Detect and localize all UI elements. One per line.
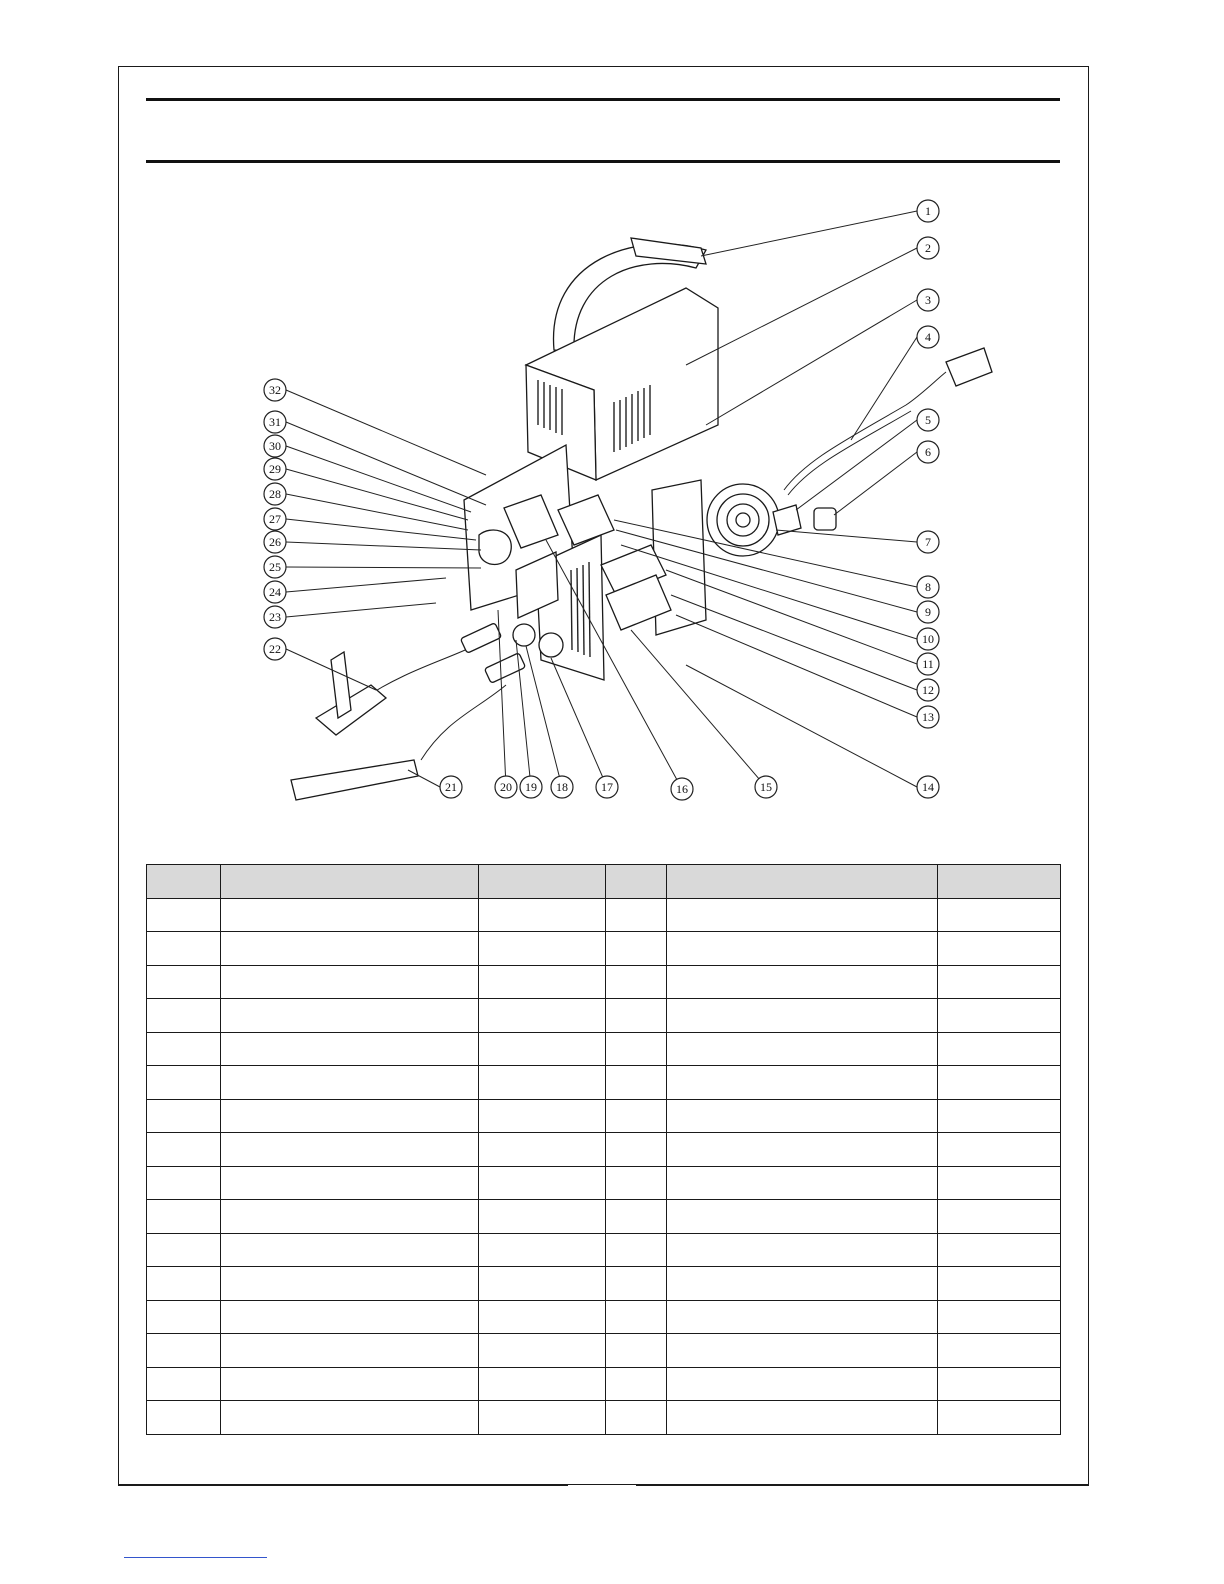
table-cell [147, 1300, 221, 1334]
svg-text:19: 19 [525, 780, 537, 794]
table-cell [938, 1066, 1061, 1100]
table-cell [147, 965, 221, 999]
table-cell [606, 1099, 667, 1133]
footer-rule-left [118, 1484, 568, 1486]
svg-text:16: 16 [676, 782, 688, 796]
table-cell [479, 1166, 606, 1200]
svg-text:29: 29 [269, 462, 281, 476]
table-cell [479, 1133, 606, 1167]
table-cell [147, 1267, 221, 1301]
table-cell [938, 1200, 1061, 1234]
table-cell [147, 1133, 221, 1167]
svg-text:25: 25 [269, 560, 281, 574]
table-cell [938, 1166, 1061, 1200]
table-cell [479, 1099, 606, 1133]
table-cell [147, 1334, 221, 1368]
svg-text:21: 21 [445, 780, 457, 794]
table-cell [147, 1066, 221, 1100]
table-cell [938, 965, 1061, 999]
callout-13 [917, 706, 939, 728]
table-cell [606, 1066, 667, 1100]
cable-gland-drawing [814, 508, 836, 530]
callout-21 [440, 776, 462, 798]
callout-17 [596, 776, 618, 798]
table-row [147, 1300, 1061, 1334]
table-cell [938, 1267, 1061, 1301]
svg-text:6: 6 [925, 445, 931, 459]
callout-27 [264, 508, 286, 530]
callout-24 [264, 581, 286, 603]
callout-9 [917, 601, 939, 623]
header-cell [479, 865, 606, 899]
table-cell [606, 1200, 667, 1234]
table-cell [479, 898, 606, 932]
callout-26 [264, 531, 286, 553]
table-cell [667, 1367, 938, 1401]
table-cell [606, 898, 667, 932]
table-cell [667, 1099, 938, 1133]
table-cell [221, 1267, 479, 1301]
table-row [147, 932, 1061, 966]
table-cell [479, 1401, 606, 1435]
table-cell [479, 1066, 606, 1100]
table-cell [221, 1300, 479, 1334]
table-cell [147, 1200, 221, 1234]
callout-1 [917, 200, 939, 222]
svg-text:1: 1 [925, 204, 931, 218]
table-row [147, 1267, 1061, 1301]
callout-22 [264, 638, 286, 660]
callout-29 [264, 458, 286, 480]
table-cell [147, 1233, 221, 1267]
callout-25 [264, 556, 286, 578]
table-cell [221, 1233, 479, 1267]
table-cell [221, 999, 479, 1033]
svg-text:22: 22 [269, 642, 281, 656]
callout-5 [917, 409, 939, 431]
table-cell [667, 1032, 938, 1066]
table-cell [606, 1133, 667, 1167]
svg-text:15: 15 [760, 780, 772, 794]
callout-20 [495, 776, 517, 798]
table-cell [221, 1066, 479, 1100]
table-body [147, 898, 1061, 1434]
svg-text:2: 2 [925, 241, 931, 255]
svg-text:17: 17 [601, 780, 613, 794]
table-header-row [147, 865, 1061, 899]
callout-2 [917, 237, 939, 259]
exploded-parts-diagram [146, 190, 1060, 820]
table-cell [938, 1099, 1061, 1133]
table-row [147, 1334, 1061, 1368]
table-cell [938, 1133, 1061, 1167]
header-cell [606, 865, 667, 899]
callout-16 [671, 778, 693, 800]
table-cell [938, 1367, 1061, 1401]
callout-8 [917, 576, 939, 598]
table-cell [479, 999, 606, 1033]
table-cell [938, 1032, 1061, 1066]
svg-text:9: 9 [925, 605, 931, 619]
table-cell [938, 1401, 1061, 1435]
table-cell [479, 1334, 606, 1368]
table-cell [221, 1401, 479, 1435]
table-cell [667, 1334, 938, 1368]
table-row [147, 1032, 1061, 1066]
table-cell [667, 1166, 938, 1200]
svg-text:23: 23 [269, 610, 281, 624]
svg-text:26: 26 [269, 535, 281, 549]
table-cell [667, 898, 938, 932]
table-row [147, 898, 1061, 932]
svg-text:5: 5 [925, 413, 931, 427]
table-row [147, 965, 1061, 999]
svg-text:31: 31 [269, 415, 281, 429]
callout-19 [520, 776, 542, 798]
callout-30 [264, 435, 286, 457]
table-cell [479, 965, 606, 999]
table-cell [938, 999, 1061, 1033]
table-cell [667, 932, 938, 966]
footer-link-underline [124, 1557, 267, 1558]
svg-text:10: 10 [922, 632, 934, 646]
table-row [147, 1367, 1061, 1401]
table-cell [221, 1032, 479, 1066]
table-cell [221, 965, 479, 999]
table-row [147, 1166, 1061, 1200]
svg-text:4: 4 [925, 330, 931, 344]
mains-cable-drawing [784, 348, 992, 495]
table-cell [479, 1032, 606, 1066]
svg-text:8: 8 [925, 580, 931, 594]
table-cell [938, 1300, 1061, 1334]
svg-text:27: 27 [269, 512, 281, 526]
callout-31 [264, 411, 286, 433]
table-cell [606, 965, 667, 999]
table-cell [667, 1200, 938, 1234]
svg-text:3: 3 [925, 293, 931, 307]
callout-3 [917, 289, 939, 311]
table-cell [606, 1166, 667, 1200]
table-row [147, 1200, 1061, 1234]
svg-text:12: 12 [922, 683, 934, 697]
table-cell [667, 1267, 938, 1301]
table-cell [479, 1200, 606, 1234]
table-cell [147, 1367, 221, 1401]
callout-23 [264, 606, 286, 628]
table-cell [147, 999, 221, 1033]
electrode-holder-drawing [291, 685, 506, 800]
header-cell [667, 865, 938, 899]
table-cell [147, 898, 221, 932]
svg-text:30: 30 [269, 439, 281, 453]
table-cell [221, 898, 479, 932]
header-cell [221, 865, 479, 899]
table-cell [221, 1099, 479, 1133]
footer-rule-right [636, 1484, 1089, 1486]
header-cell [938, 865, 1061, 899]
svg-text:24: 24 [269, 585, 281, 599]
table-cell [221, 1133, 479, 1167]
callout-18 [551, 776, 573, 798]
table-cell [147, 932, 221, 966]
callout-10 [917, 628, 939, 650]
table-cell [938, 1334, 1061, 1368]
table-cell [221, 1200, 479, 1234]
svg-text:32: 32 [269, 383, 281, 397]
table-cell [667, 999, 938, 1033]
callout-12 [917, 679, 939, 701]
table-cell [221, 1367, 479, 1401]
table-cell [479, 932, 606, 966]
table-row [147, 1099, 1061, 1133]
table-cell [147, 1166, 221, 1200]
table-cell [606, 999, 667, 1033]
table-cell [479, 1267, 606, 1301]
table-cell [938, 932, 1061, 966]
table-cell [147, 1099, 221, 1133]
table-cell [938, 898, 1061, 932]
table-cell [606, 1233, 667, 1267]
table-cell [147, 1032, 221, 1066]
callout-11 [917, 653, 939, 675]
table-row [147, 1233, 1061, 1267]
table-cell [606, 1334, 667, 1368]
table-cell [479, 1367, 606, 1401]
callout-4 [917, 326, 939, 348]
callout-15 [755, 776, 777, 798]
svg-text:14: 14 [922, 780, 934, 794]
table-cell [667, 1300, 938, 1334]
table-cell [606, 1401, 667, 1435]
svg-text:18: 18 [556, 780, 568, 794]
table-cell [667, 1401, 938, 1435]
svg-text:28: 28 [269, 487, 281, 501]
table-cell [667, 1133, 938, 1167]
table-row [147, 1066, 1061, 1100]
earth-clamp-drawing [316, 645, 476, 735]
table-cell [221, 932, 479, 966]
table-row [147, 1133, 1061, 1167]
callout-7 [917, 531, 939, 553]
table-cell [479, 1233, 606, 1267]
header-rule-top [146, 98, 1060, 101]
table-cell [606, 932, 667, 966]
table-cell [147, 1401, 221, 1435]
table-cell [667, 1066, 938, 1100]
fan-guard-drawing [707, 484, 779, 556]
svg-text:13: 13 [922, 710, 934, 724]
table-cell [606, 1300, 667, 1334]
table-cell [221, 1166, 479, 1200]
parts-list-table [146, 864, 1061, 1435]
header-cell [147, 865, 221, 899]
svg-text:7: 7 [925, 535, 931, 549]
svg-text:20: 20 [500, 780, 512, 794]
callout-32 [264, 379, 286, 401]
table-row [147, 1401, 1061, 1435]
table-cell [221, 1334, 479, 1368]
table-cell [479, 1300, 606, 1334]
svg-text:11: 11 [922, 657, 934, 671]
table-cell [606, 1032, 667, 1066]
table-cell [667, 1233, 938, 1267]
table-cell [606, 1367, 667, 1401]
table-cell [938, 1233, 1061, 1267]
callout-28 [264, 483, 286, 505]
table-row [147, 999, 1061, 1033]
callout-6 [917, 441, 939, 463]
header-rule-bottom [146, 160, 1060, 163]
table-cell [606, 1267, 667, 1301]
table-cell [667, 965, 938, 999]
callout-14 [917, 776, 939, 798]
